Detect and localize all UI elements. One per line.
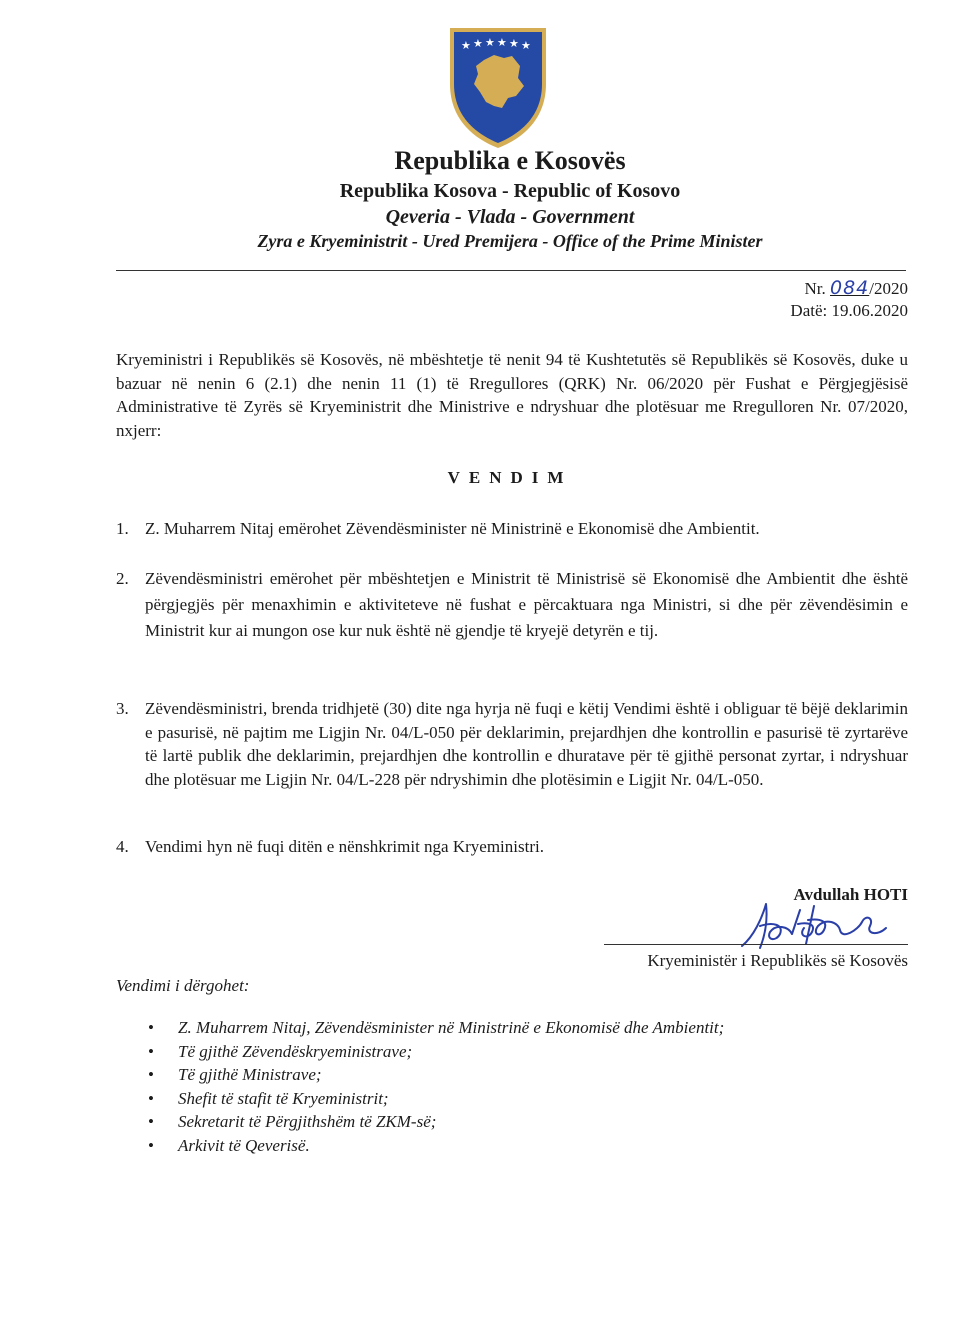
list-item bbox=[148, 1110, 724, 1134]
intro-paragraph: Kryeministri i Republikës së Kosovës, në mbështetje të nenit 94 të Kushtetutës së Republikës së Kosovës, duke u bazuar në nenin 6 (2.1) dhe nenin 11 (1) të Rregullores (QRK) Nr. 06/2020 për Fushat e Përgjegjësisë Administrative të Zyrës së Kryeministrit dhe Ministrive e ndryshuar dhe plotësuar me Rregulloren Nr. 07/2020, nxjerr: bbox=[116, 350, 908, 440]
list-item bbox=[148, 1016, 724, 1040]
list-item bbox=[148, 1040, 724, 1064]
header-divider bbox=[116, 270, 906, 271]
item-text: Vendimi hyn në fuqi ditën e nënshkrimit nga Kryeministri. bbox=[145, 837, 544, 856]
item-number: 4. bbox=[116, 837, 129, 856]
list-item bbox=[148, 1063, 724, 1087]
item-number: 2. bbox=[116, 569, 129, 588]
svg-text:★: ★ bbox=[473, 37, 483, 50]
government-heading: Qeveria - Vlada - Government bbox=[385, 206, 635, 228]
office-heading: Zyra e Kryeministrit - Ured Premijera - Office of the Prime Minister bbox=[257, 231, 763, 251]
decision-item-1 bbox=[116, 516, 908, 542]
bullet-icon: • bbox=[148, 1135, 154, 1155]
svg-text:★: ★ bbox=[461, 39, 471, 52]
reference-suffix: /2020 bbox=[869, 279, 908, 298]
svg-text:★: ★ bbox=[485, 36, 495, 49]
decision-title: VENDIM bbox=[447, 468, 573, 487]
bullet-icon: • bbox=[148, 1088, 154, 1108]
item-text: Zëvendësministri emërohet për mbështetjen e Ministrit të Ministrisë së Ekonomisë dhe Ambientit dhe është përgjegjës për menaxhimin e aktiviteteve në fushat e përcaktuara nga Ministri, si dhe për zëvendësimin e Ministrit kur ai mungon ose kur nuk është në gjendje të kryejë detyrën e tij. bbox=[145, 569, 908, 640]
recipient: Sekretarit të Përgjithshëm të ZKM-së; bbox=[178, 1112, 437, 1132]
list-item bbox=[148, 1134, 724, 1158]
reference-handwritten-number: 084 bbox=[830, 277, 870, 299]
distribution-list bbox=[148, 1016, 724, 1158]
distribution-label: Vendimi i dërgohet: bbox=[116, 976, 250, 995]
document-date: Datë: 19.06.2020 bbox=[790, 301, 908, 320]
country-name-translations: Republika Kosova - Republic of Kosovo bbox=[339, 180, 681, 202]
kosovo-coat-of-arms bbox=[446, 22, 550, 150]
recipient: Shefit të stafit të Kryeministrit; bbox=[178, 1088, 389, 1108]
recipient: Të gjithë Zëvendëskryeministrave; bbox=[178, 1041, 413, 1061]
bullet-icon: • bbox=[148, 1018, 154, 1037]
bullet-icon: • bbox=[148, 1065, 154, 1085]
svg-text:★: ★ bbox=[521, 39, 531, 52]
recipient: Z. Muharrem Nitaj, Zëvendësminister në Ministrinë e Ekonomisë dhe Ambientit; bbox=[178, 1018, 725, 1037]
decision-item-2 bbox=[116, 566, 908, 644]
recipient: Të gjithë Ministrave; bbox=[178, 1065, 322, 1085]
item-number: 1. bbox=[116, 519, 129, 538]
country-name-heading: Republika e Kosovës bbox=[394, 146, 626, 175]
signature-line bbox=[604, 944, 908, 945]
item-text: Z. Muharrem Nitaj emërohet Zëvendësminister në Ministrinë e Ekonomisë dhe Ambientit. bbox=[145, 519, 760, 538]
list-item bbox=[148, 1087, 724, 1111]
svg-text:★: ★ bbox=[497, 36, 507, 49]
svg-text:★: ★ bbox=[509, 37, 519, 50]
bullet-icon: • bbox=[148, 1112, 154, 1132]
item-text: Zëvendësministri, brenda tridhjetë (30) dite nga hyrja në fuqi e këtij Vendimi është i obliguar të bëjë deklarimin e pasurisë, në pajtim me Ligjin Nr. 04/L-050 për deklarimin, prejardhjen dhe kontrollin e pasurisë të zyrtarëve të lartë publik dhe deklarimin, prejardhjen dhe kontrollin e dhuratave për të gjithë personat zyrtar, i ndryshuar dhe plotësuar me Ligjin Nr. 04/L-228 për ndryshimin dhe plotësimin e Ligjit Nr. 04/L-050. bbox=[145, 699, 908, 789]
item-number: 3. bbox=[116, 699, 129, 718]
signatory-name: Avdullah HOTI bbox=[793, 885, 908, 904]
signatory-title: Kryeministër i Republikës së Kosovës bbox=[647, 951, 908, 970]
reference-number bbox=[805, 277, 909, 299]
bullet-icon: • bbox=[148, 1041, 154, 1061]
reference-prefix: Nr. bbox=[804, 279, 826, 298]
recipient: Arkivit të Qeverisë. bbox=[178, 1135, 310, 1155]
decision-item-3 bbox=[116, 697, 908, 791]
decision-item-4 bbox=[116, 834, 908, 860]
